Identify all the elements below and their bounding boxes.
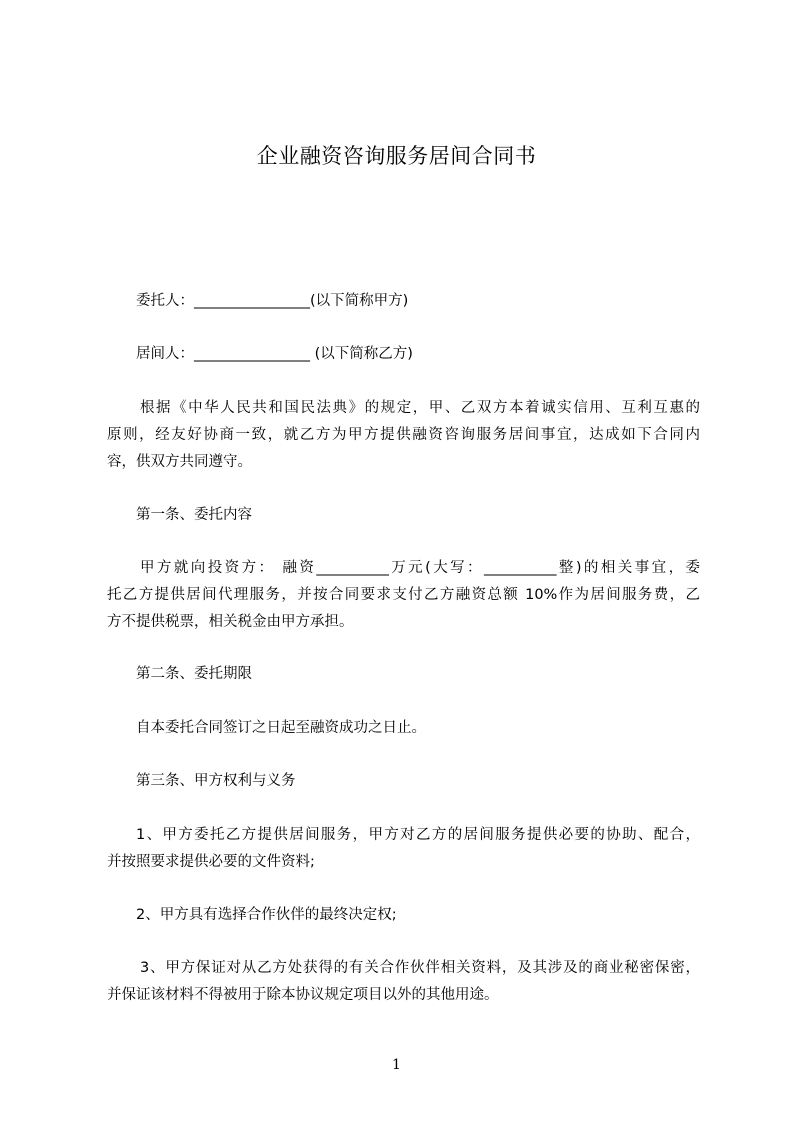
- intro-line-3: 容，供双方共同遵守。: [107, 454, 252, 470]
- article3-item3-line-1: 3、甲方保证对从乙方处获得的有关合作伙伴相关资料，及其涉及的商业秘密保密，: [140, 960, 700, 976]
- broker-line: 居间人：________________ (以下简称乙方): [136, 346, 413, 362]
- article3-heading: 第三条、甲方权利与义务: [136, 773, 296, 789]
- intro-line-2: 原则，经友好协商一致，就乙方为甲方提供融资咨询服务居间事宜，达成如下合同内: [107, 427, 700, 443]
- page-number: 1: [392, 1057, 401, 1073]
- document-title: 企业融资咨询服务居间合同书: [256, 144, 537, 168]
- article2-heading: 第二条、委托期限: [136, 666, 252, 682]
- article3-item3-line-2: 并保证该材料不得被用于除本协议规定项目以外的其他用途。: [107, 987, 499, 1003]
- article1-heading: 第一条、委托内容: [136, 507, 252, 523]
- article3-item2: 2、甲方具有选择合作伙伴的最终决定权;: [136, 907, 397, 923]
- intro-line-1: 根据《中华人民共和国民法典》的规定，甲、乙双方本着诚实信用、互利互惠的: [140, 400, 700, 416]
- article1-line-2: 托乙方提供居间代理服务，并按合同要求支付乙方融资总额 10%作为居间服务费，乙: [107, 587, 700, 603]
- article1-line-1: 甲方就向投资方： 融资__________万元(大写：__________整)的相关事宜，委: [140, 560, 700, 576]
- article3-item1-line-2: 并按照要求提供必要的文件资料;: [107, 854, 315, 870]
- article3-item1-line-1: 1、甲方委托乙方提供居间服务，甲方对乙方的居间服务提供必要的协助、配合，: [136, 827, 700, 843]
- client-line: 委托人：________________(以下简称甲方): [136, 293, 409, 309]
- article1-line-3: 方不提供税票，相关税金由甲方承担。: [107, 614, 354, 630]
- article2-body: 自本委托合同签订之日起至融资成功之日止。: [136, 720, 426, 736]
